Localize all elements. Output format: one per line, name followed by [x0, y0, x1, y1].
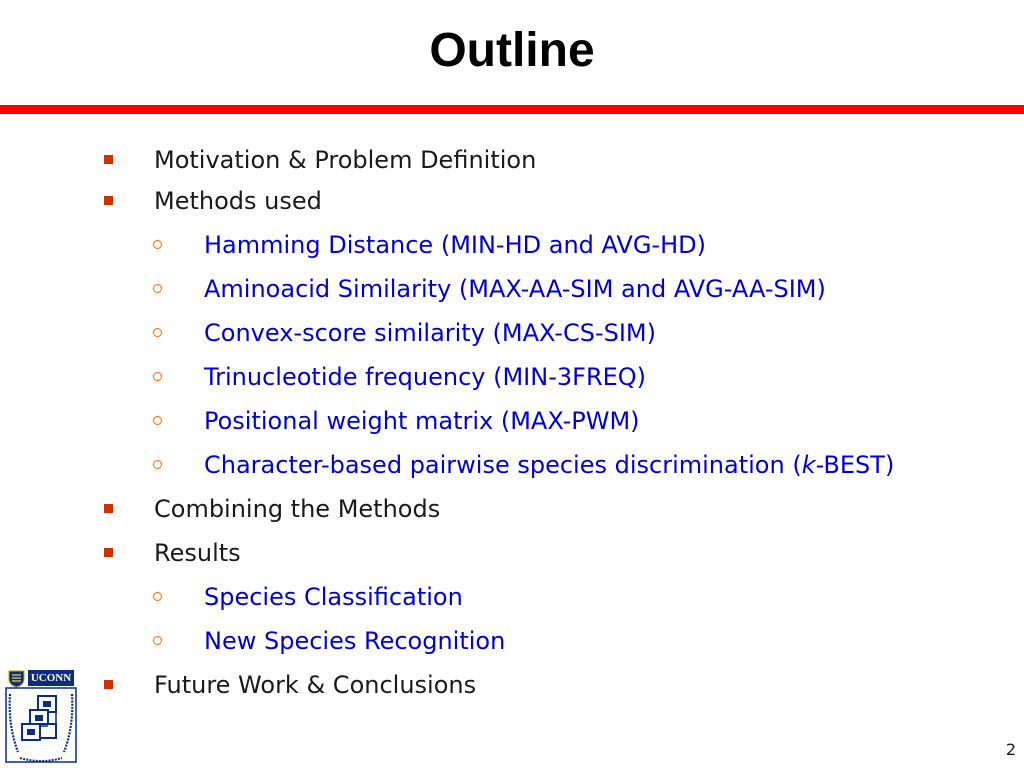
outline-subitem-text: New Species Recognition [204, 627, 506, 655]
square-bullet-icon [104, 196, 113, 205]
square-bullet-icon [104, 504, 113, 513]
circle-bullet-icon [153, 328, 162, 337]
outline-subitem-text-end: -BEST) [815, 451, 895, 479]
square-bullet-icon [104, 548, 113, 557]
square-bullet-icon [104, 680, 113, 689]
outline-subitem-text: Convex-score similarity (MAX-CS-SIM) [204, 319, 656, 347]
outline-subitem-text: Hamming Distance (MIN-HD and AVG-HD) [204, 231, 706, 259]
network-boxes-icon [4, 686, 78, 764]
outline-item-text: Future Work & Conclusions [154, 671, 477, 699]
circle-bullet-icon [153, 284, 162, 293]
circle-bullet-icon [153, 372, 162, 381]
outline-subitem-text: Positional weight matrix (MAX-PWM) [204, 407, 640, 435]
outline-subitem-text: Species Classification [204, 583, 463, 611]
logo-wordmark: UCONN [28, 670, 74, 686]
circle-bullet-icon [153, 592, 162, 601]
outline-subitem-text-start: Character-based pairwise species discrimination ( [204, 451, 802, 479]
outline-subitem-text [204, 450, 894, 480]
circle-bullet-icon [153, 460, 162, 469]
outline-subitem-text-italic: k [801, 451, 816, 479]
outline-item-text: Results [154, 539, 241, 567]
square-bullet-icon [104, 155, 113, 164]
circle-bullet-icon [153, 636, 162, 645]
circle-bullet-icon [153, 416, 162, 425]
circle-bullet-icon [153, 240, 162, 249]
uconn-cse-logo [4, 664, 78, 764]
page-number: 2 [1005, 740, 1016, 759]
outline-item-text: Methods used [154, 187, 322, 215]
outline-item-text: Combining the Methods [154, 495, 441, 523]
outline-subitem-text: Trinucleotide frequency (MIN-3FREQ) [204, 363, 647, 391]
outline-subitem-text: Aminoacid Similarity (MAX-AA-SIM and AVG-AA-SIM) [204, 275, 826, 303]
slide-title: Outline [429, 24, 595, 77]
outline-item-text: Motivation & Problem Definition [154, 146, 537, 174]
